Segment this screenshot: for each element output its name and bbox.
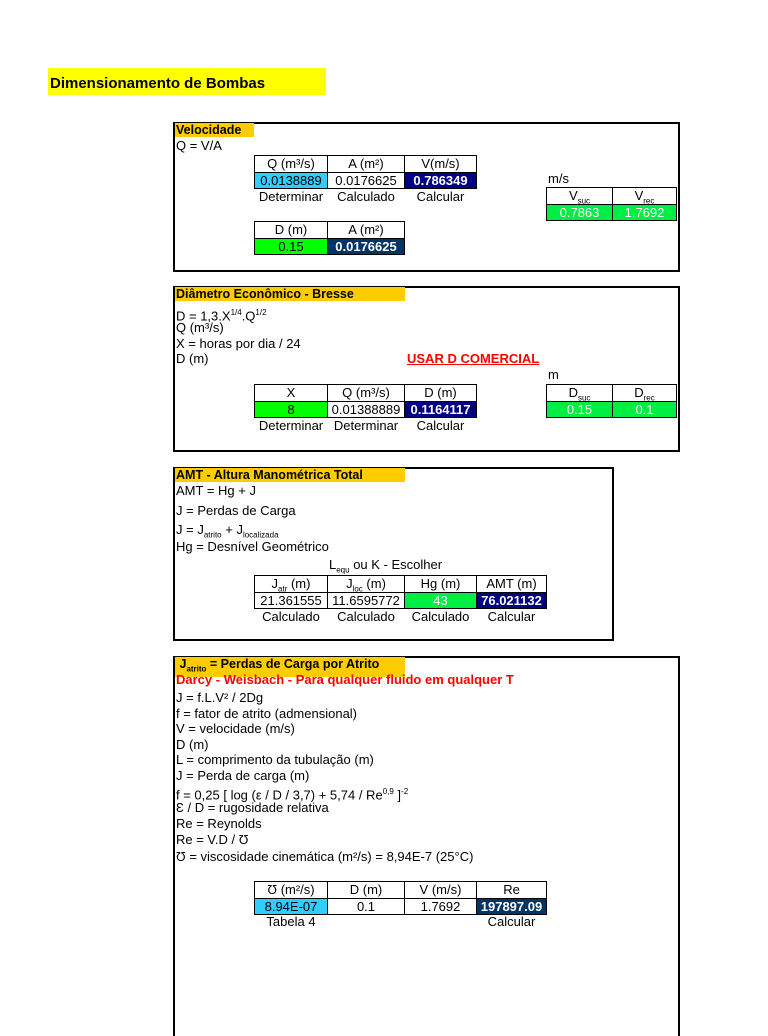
re-value-d[interactable]: 0.1 xyxy=(327,898,405,915)
bresse-formula-sup2: 1/2 xyxy=(255,308,267,317)
vel-value-v[interactable]: 0.786349 xyxy=(404,172,477,189)
re-header-v: V (m/s) xyxy=(404,881,477,899)
bresse-line-q: Q (m³/s) xyxy=(176,320,224,335)
amt-header-jatr xyxy=(254,575,328,593)
vel-header-v: V(m/s) xyxy=(404,155,477,173)
amt-note-jloc: Calculado xyxy=(337,609,395,624)
amt-header-hg: Hg (m) xyxy=(404,575,477,593)
bresse-note-x: Determinar xyxy=(258,418,324,433)
atrito-line-0: J = f.L.V² / 2Dg xyxy=(176,690,264,705)
atrito-header-a: J xyxy=(179,657,187,671)
bresse-header-q: Q (m³/s) xyxy=(327,384,405,402)
amt-choose-b: ou K - Escolher xyxy=(349,557,443,572)
bresse-formula-sup1: 1/4 xyxy=(230,308,242,317)
drec-header-sub: rec xyxy=(643,393,655,402)
amt-header-jloc-b: (m) xyxy=(362,576,386,591)
re-header-visc: Ʊ (m²/s) xyxy=(254,881,328,899)
velocidade-formula: Q = V/A xyxy=(176,138,222,153)
vel-header-q: Q (m³/s) xyxy=(254,155,328,173)
re-header-re: Re xyxy=(476,881,547,899)
amt-header-jatr-b: (m) xyxy=(287,576,311,591)
vel-unit-label: m/s xyxy=(548,171,569,186)
vsuc-header-sub: suc xyxy=(577,196,591,205)
atrito-line2-3: Ʊ = viscosidade cinemática (m²/s) = 8,94E-7 (25°C) xyxy=(176,849,474,864)
amt-choose-sub: equ xyxy=(336,565,350,575)
amt-note-jatr: Calculado xyxy=(262,609,320,624)
bresse-header-d: D (m) xyxy=(404,384,477,402)
dsuc-value[interactable]: 0.15 xyxy=(546,401,613,418)
bresse-formula-b: .Q xyxy=(241,308,256,324)
atrito-f-b: ] xyxy=(393,787,402,803)
re-value-visc[interactable]: 8.94E-07 xyxy=(254,898,328,915)
bresse-line-x: X = horas por dia / 24 xyxy=(176,336,301,351)
amt-value-amt[interactable]: 76.021132 xyxy=(476,592,547,609)
velocidade-header: Velocidade xyxy=(175,123,254,137)
bresse-header-x: X xyxy=(254,384,328,402)
amt-choose-a: L xyxy=(329,557,337,572)
re-note-visc: Tabela 4 xyxy=(266,914,316,929)
vel2-header-a: A (m²) xyxy=(327,221,405,239)
bresse-value-d[interactable]: 0.1164117 xyxy=(404,401,477,418)
atrito-line-3: D (m) xyxy=(176,737,209,752)
amt-value-jatr[interactable]: 21.361555 xyxy=(254,592,328,609)
usar-d-comercial-label: USAR D COMERCIAL xyxy=(407,351,540,366)
re-header-d: D (m) xyxy=(327,881,405,899)
amt-line-1: AMT = Hg + J xyxy=(176,483,256,498)
amt-note-amt: Calcular xyxy=(487,609,536,624)
amt-header-jatr-sub: atr xyxy=(278,584,288,593)
vel-note-q: Determinar xyxy=(258,189,324,204)
re-value-re[interactable]: 197897.09 xyxy=(476,898,547,915)
amt-note-hg: Calculado xyxy=(411,609,470,624)
bresse-value-q[interactable]: 0.01388889 xyxy=(327,401,405,418)
atrito-line-2: V = velocidade (m/s) xyxy=(176,721,295,736)
vel-value-q[interactable]: 0.0138889 xyxy=(254,172,328,189)
amt-value-hg[interactable]: 43 xyxy=(404,592,477,609)
drec-header xyxy=(612,384,677,402)
re-value-v[interactable]: 1.7692 xyxy=(404,898,477,915)
vsuc-header-main: V xyxy=(568,188,578,203)
bresse-value-x[interactable]: 8 xyxy=(254,401,328,418)
atrito-line2-2: Re = V.D / Ʊ xyxy=(176,832,249,847)
vel-value-a[interactable]: 0.0176625 xyxy=(327,172,405,189)
atrito-line2-0: Ɛ / D = rugosidade relativa xyxy=(176,800,329,815)
atrito-subtitle: Darcy - Weisbach - Para qualquer fluido em qualquer T xyxy=(176,672,514,687)
amt-header-jloc-sub: loc xyxy=(352,584,363,593)
vrec-header-main: V xyxy=(634,188,644,203)
vel2-header-d: D (m) xyxy=(254,221,328,239)
dsuc-header xyxy=(546,384,613,402)
vsuc-header xyxy=(546,187,613,205)
vrec-header-sub: rec xyxy=(643,196,655,205)
vsuc-value[interactable]: 0.7863 xyxy=(546,204,613,221)
dsuc-header-sub: suc xyxy=(577,393,591,402)
atrito-f-sup2: -2 xyxy=(401,787,409,796)
amt-header-amt: AMT (m) xyxy=(476,575,547,593)
vel-header-a: A (m²) xyxy=(327,155,405,173)
atrito-line-4: L = comprimento da tubulação (m) xyxy=(176,752,374,767)
amt-line-4: Hg = Desnível Geométrico xyxy=(176,539,329,554)
drec-header-main: D xyxy=(634,385,644,400)
amt-header: AMT - Altura Manométrica Total xyxy=(175,468,405,482)
bresse-line-d: D (m) xyxy=(176,351,209,366)
vel2-value-d[interactable]: 0.15 xyxy=(254,238,328,255)
bresse-header: Diâmetro Econômico - Bresse xyxy=(175,287,405,301)
bresse-note-q: Determinar xyxy=(333,418,399,433)
amt-header-jloc-a: J xyxy=(346,576,353,591)
amt-header-jatr-a: J xyxy=(271,576,279,591)
amt-line-3-b: + J xyxy=(221,522,243,537)
vel2-value-a[interactable]: 0.0176625 xyxy=(327,238,405,255)
atrito-line-1: f = fator de atrito (admensional) xyxy=(176,706,358,721)
amt-line-3-a: J = J xyxy=(176,522,204,537)
vel-note-v: Calcular xyxy=(416,189,465,204)
amt-line-3-sub1: atrito xyxy=(203,530,222,540)
amt-line-2: J = Perdas de Carga xyxy=(176,503,296,518)
vrec-value[interactable]: 1.7692 xyxy=(612,204,677,221)
re-note-re: Calcular xyxy=(487,914,536,929)
amt-value-jloc[interactable]: 11.6595772 xyxy=(327,592,405,609)
vrec-header xyxy=(612,187,677,205)
atrito-header-b: = Perdas de Carga por Atrito xyxy=(206,657,380,671)
atrito-line-5: J = Perda de carga (m) xyxy=(176,768,310,783)
atrito-header-sub: atrito xyxy=(186,664,207,674)
bresse-formula-a: D = 1,3.X xyxy=(176,308,231,324)
bresse-unit-label: m xyxy=(548,367,559,382)
amt-header-jloc xyxy=(327,575,405,593)
dsuc-header-main: D xyxy=(568,385,578,400)
bresse-note-d: Calcular xyxy=(416,418,465,433)
atrito-f-sup1: 0,9 xyxy=(382,787,394,796)
atrito-line2-1: Re = Reynolds xyxy=(176,816,262,831)
vel-note-a: Calculado xyxy=(337,189,395,204)
drec-value[interactable]: 0.1 xyxy=(612,401,677,418)
atrito-f-a: f = 0,25 [ log (ε / D / 3,7) + 5,74 / Re xyxy=(176,787,383,803)
page-title: Dimensionamento de Bombas xyxy=(48,68,326,95)
amt-line-3-sub2: localizada xyxy=(242,530,279,540)
